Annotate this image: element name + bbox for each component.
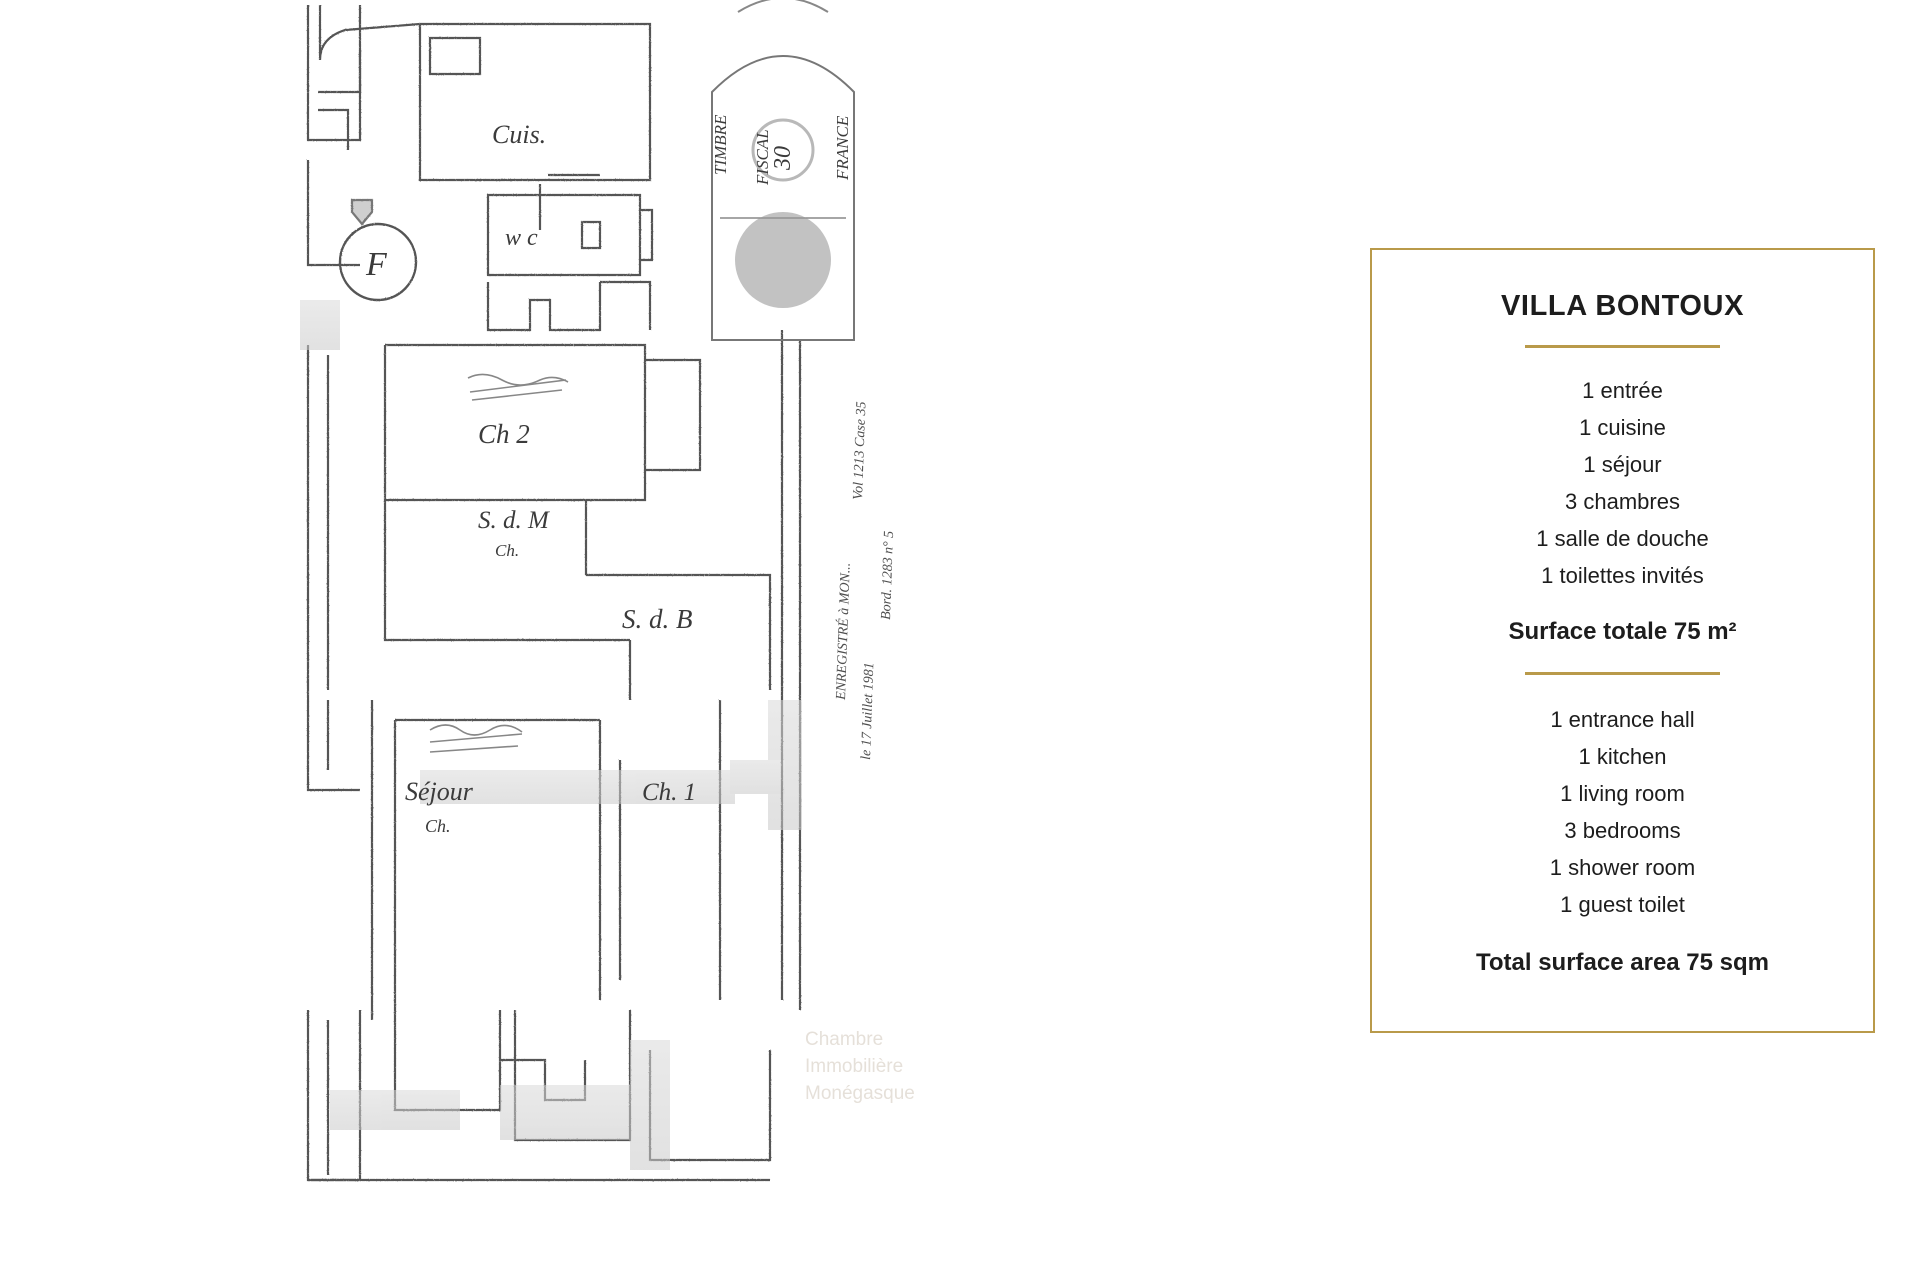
floorplan-scan bbox=[300, 0, 1060, 1280]
list-item: 1 living room bbox=[1560, 781, 1685, 806]
label-bathroom-m-sub: Ch. bbox=[495, 541, 520, 560]
svg-text:FISCAL: FISCAL bbox=[753, 129, 772, 185]
svg-text:Immobilière: Immobilière bbox=[805, 1056, 904, 1077]
page-title: VILLA BONTOUX bbox=[1500, 290, 1745, 322]
divider-middle bbox=[1525, 672, 1720, 675]
svg-text:TIMBRE: TIMBRE bbox=[711, 114, 730, 175]
label-wc: w c bbox=[505, 225, 538, 251]
label-bedroom2: Ch 2 bbox=[478, 419, 530, 449]
list-item: 1 salle de douche bbox=[1536, 526, 1709, 551]
margin-note-bord: Bord. 1283 n° 5 bbox=[879, 530, 898, 621]
label-living-sub: Ch. bbox=[425, 816, 451, 836]
list-item: 1 guest toilet bbox=[1560, 892, 1685, 917]
list-item: 1 cuisine bbox=[1579, 415, 1666, 440]
watermark bbox=[805, 1029, 915, 1104]
svg-text:Monégasque: Monégasque bbox=[805, 1083, 915, 1104]
divider-top bbox=[1525, 345, 1720, 348]
list-item: 1 entrance hall bbox=[1550, 707, 1695, 732]
property-info-card bbox=[1370, 248, 1875, 1033]
label-bedroom1: Ch. 1 bbox=[642, 779, 697, 806]
label-living: Séjour bbox=[405, 777, 473, 806]
list-item: 3 bedrooms bbox=[1564, 818, 1681, 843]
total-surface-fr: Surface totale 75 m² bbox=[1508, 618, 1737, 645]
margin-note-date: le 17 Juillet 1981 bbox=[859, 662, 878, 761]
spec-list-en bbox=[1396, 701, 1849, 923]
list-item: 1 toilettes invités bbox=[1541, 563, 1704, 588]
svg-text:Chambre: Chambre bbox=[805, 1029, 884, 1050]
label-circle-marker: F bbox=[366, 246, 387, 283]
list-item: 3 chambres bbox=[1565, 489, 1680, 514]
spec-list-fr bbox=[1396, 372, 1849, 594]
list-item: 1 kitchen bbox=[1578, 744, 1667, 769]
fiscal-stamp bbox=[711, 0, 854, 340]
list-item: 1 shower room bbox=[1549, 855, 1696, 880]
list-item: 1 séjour bbox=[1583, 452, 1662, 477]
svg-text:30: 30 bbox=[770, 146, 796, 170]
margin-note-registry: ENREGISTRÉ à MON... bbox=[834, 562, 854, 701]
list-item: 1 entrée bbox=[1582, 378, 1663, 403]
label-bathroom-b: S. d. B bbox=[622, 604, 693, 634]
margin-note-vol: Vol 1213 Case 35 bbox=[851, 401, 870, 501]
label-bathroom-m: S. d. M bbox=[478, 507, 549, 534]
floorplan-drawing bbox=[300, 0, 1060, 1280]
total-surface-en: Total surface area 75 sqm bbox=[1475, 949, 1770, 976]
svg-text:FRANCE: FRANCE bbox=[833, 115, 852, 180]
label-kitchen: Cuis. bbox=[492, 120, 547, 149]
